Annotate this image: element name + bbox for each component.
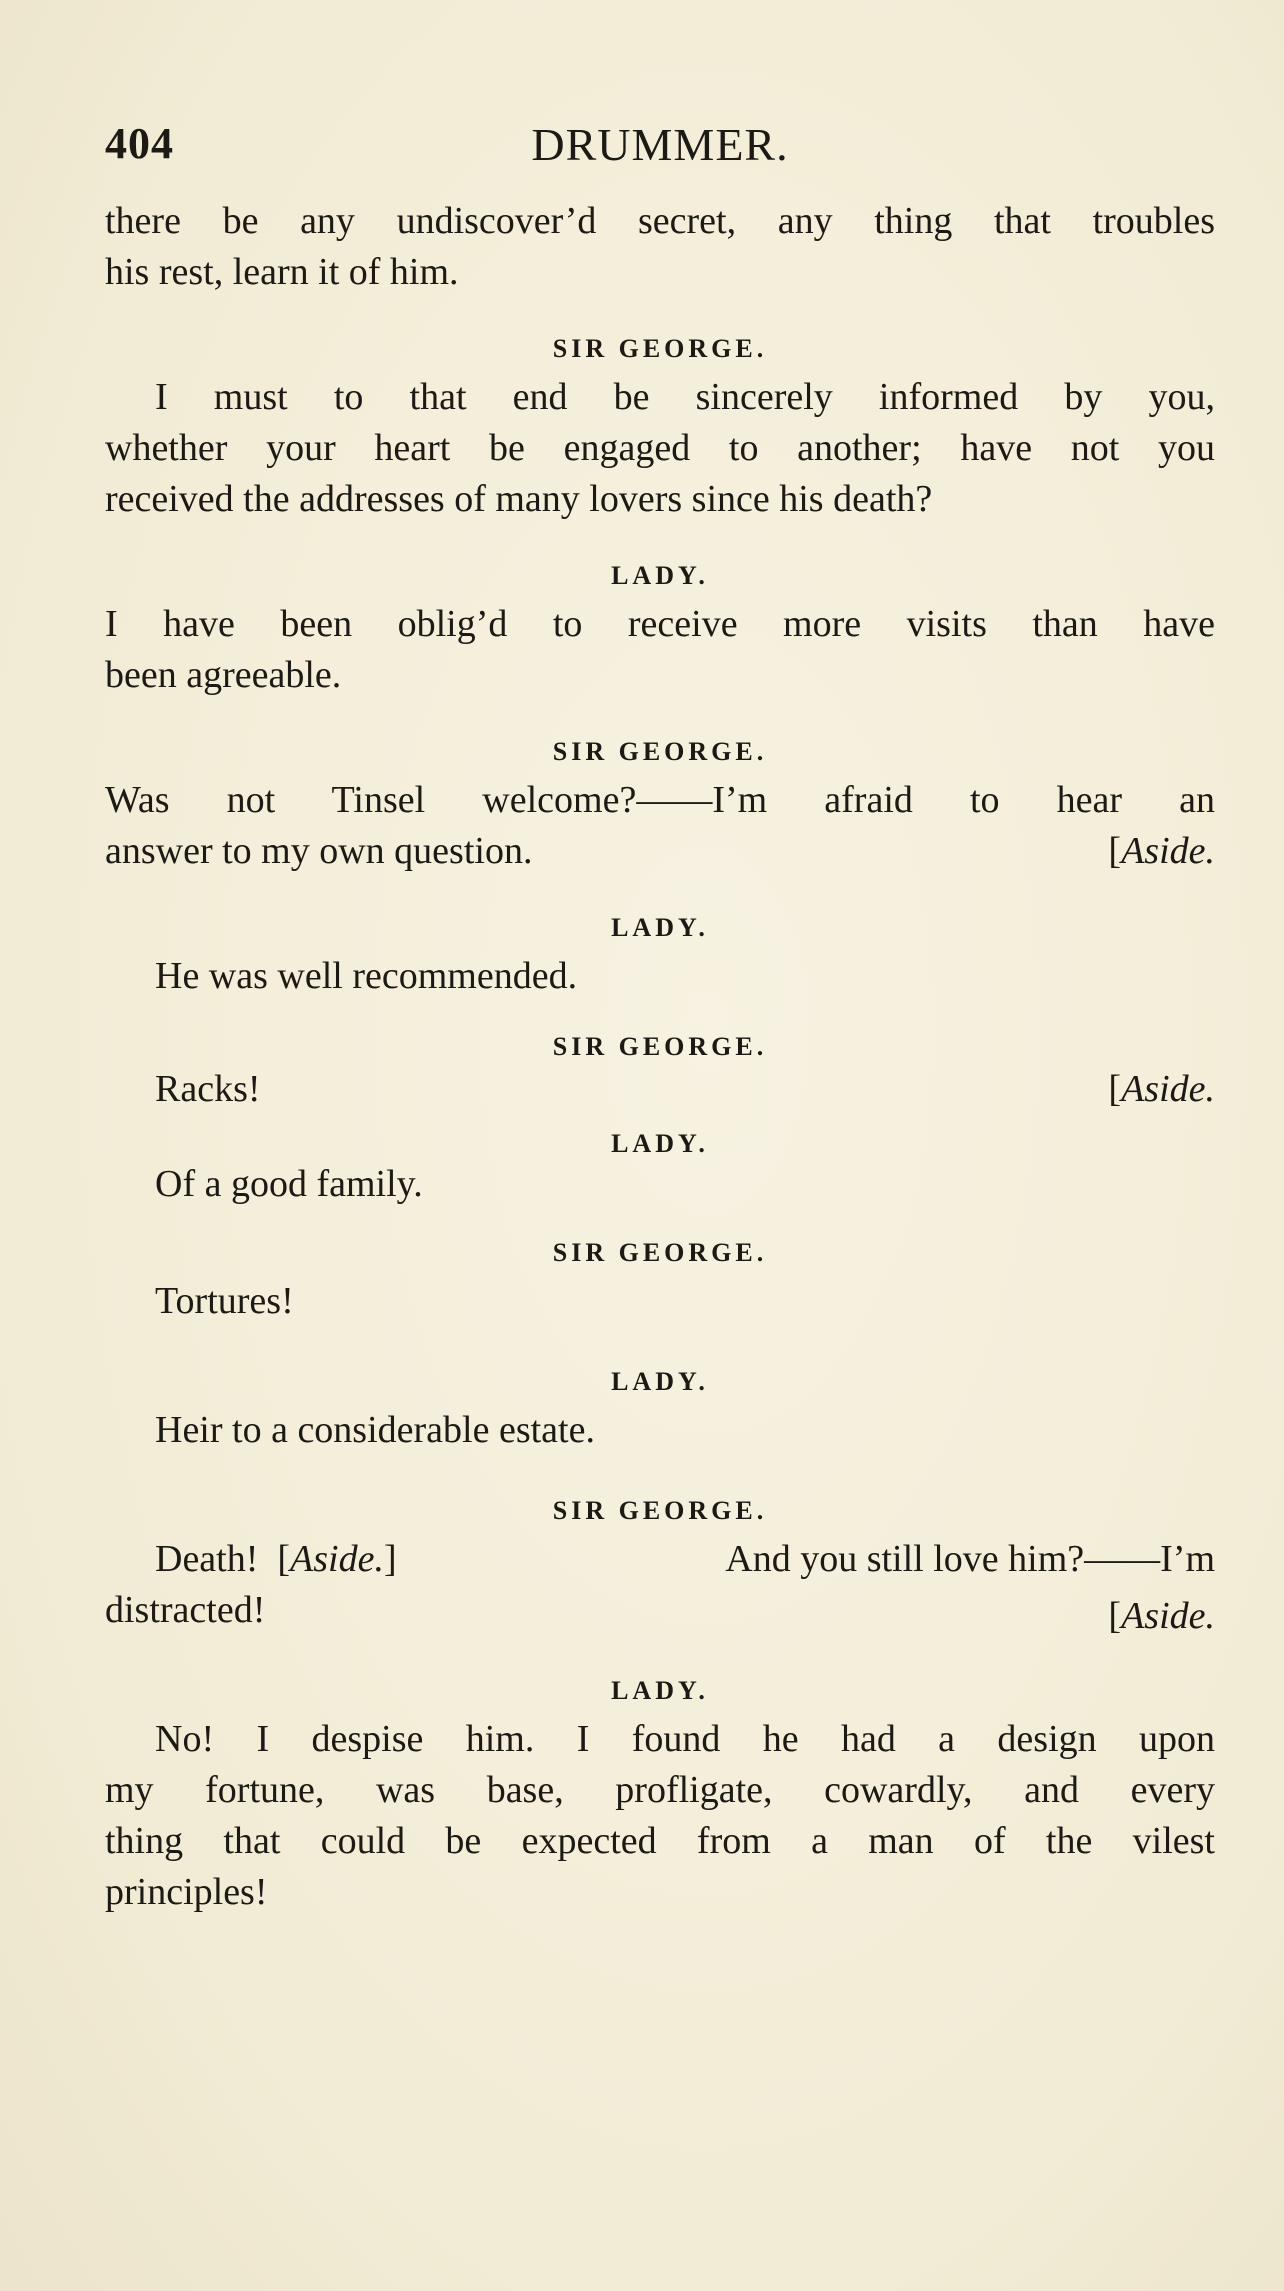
text-line: Racks!	[155, 1068, 261, 1110]
speaker-heading: SIR GEORGE.	[552, 1238, 768, 1267]
text-line: received the addresses of many lovers since his death?	[105, 478, 933, 520]
text-line: my fortune, was base, profligate, cowardly, and every	[105, 1769, 1215, 1811]
text-line-with-aside	[105, 1585, 1215, 1636]
text-line: Heir to a considerable estate.	[155, 1409, 595, 1451]
speaker-heading: SIR GEORGE.	[552, 737, 768, 766]
text-line: I must to that end be sincerely informed by you,	[155, 376, 1215, 418]
text-line-with-aside	[105, 826, 1215, 877]
text-line: his rest, learn it of him.	[105, 251, 459, 293]
text-line: No! I despise him. I found he had a design upon	[155, 1718, 1215, 1760]
text-line: Death!	[155, 1538, 259, 1580]
text-line: whether your heart be engaged to another; have not you	[105, 427, 1215, 469]
speaker-heading: LADY.	[611, 561, 709, 590]
text-line: principles!	[105, 1871, 268, 1913]
stage-direction: [Aside.	[1108, 1068, 1215, 1110]
speaker-heading: LADY.	[611, 913, 709, 942]
speaker-heading: LADY.	[611, 1129, 709, 1158]
text-line: thing that could be expected from a man of the vilest	[105, 1820, 1215, 1862]
speaker-heading: LADY.	[611, 1676, 709, 1705]
text-line: He was well recommended.	[155, 955, 578, 997]
text-line-with-aside	[105, 1064, 1215, 1115]
text-line: been agreeable.	[105, 654, 342, 696]
text-line: there be any undiscover’d secret, any thing that troubles	[105, 200, 1215, 242]
running-head: DRUMMER.	[531, 119, 789, 170]
play-text	[105, 196, 1215, 1918]
text-line: Tortures!	[155, 1280, 294, 1322]
speaker-heading: SIR GEORGE.	[552, 1032, 768, 1061]
text-line: answer to my own question.	[105, 830, 533, 872]
text-line: Of a good family.	[155, 1163, 423, 1205]
speaker-heading: SIR GEORGE.	[552, 334, 768, 363]
stage-direction: [Aside.	[1108, 830, 1215, 872]
text-line-with-aside	[105, 1534, 1215, 1585]
text-line: I have been oblig’d to receive more visits than have	[105, 603, 1215, 645]
page-header	[105, 118, 1215, 178]
speaker-heading: SIR GEORGE.	[552, 1496, 768, 1525]
page-number: 404	[105, 119, 174, 168]
stage-direction: [Aside.	[1108, 1595, 1215, 1637]
text-line: And you still love him?——I’m	[725, 1538, 1215, 1580]
speaker-heading: LADY.	[611, 1367, 709, 1396]
text-line: distracted!	[105, 1589, 266, 1631]
stage-direction: [Aside.]	[277, 1538, 397, 1580]
text-line: Was not Tinsel welcome?——I’m afraid to hear an	[105, 779, 1215, 821]
